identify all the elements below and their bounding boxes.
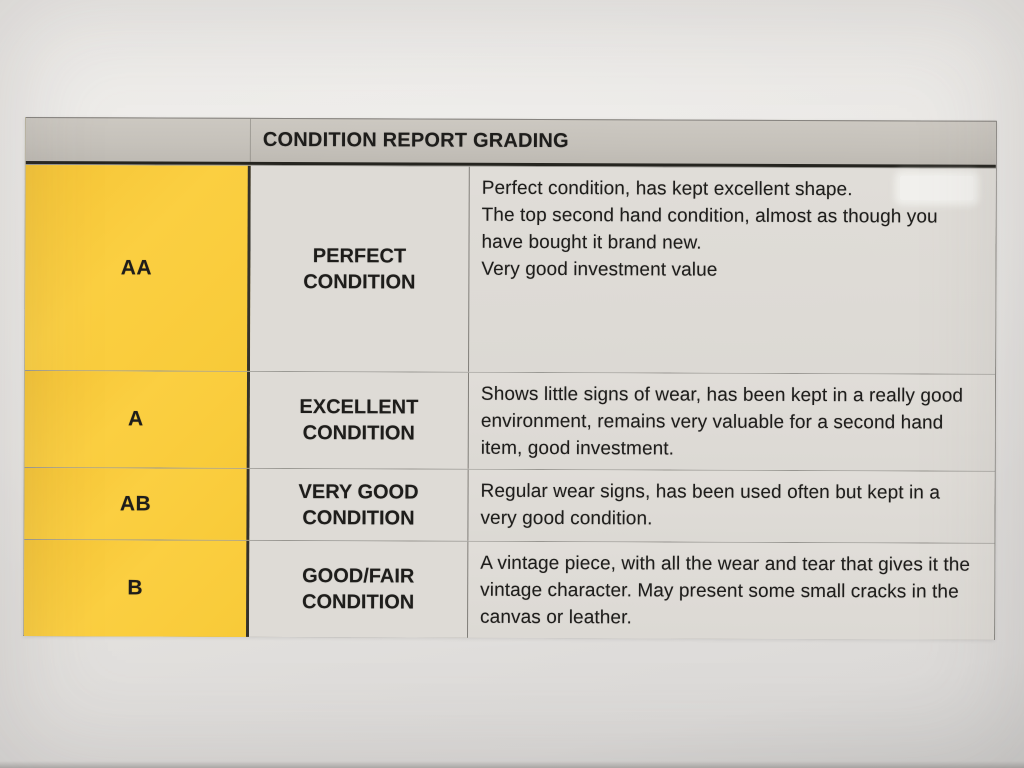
description-paragraph: Very good investment value [481, 258, 718, 281]
table-title: CONDITION REPORT GRADING [262, 128, 569, 153]
grade-description-cell [467, 542, 994, 640]
grade-code: A [127, 407, 144, 431]
grade-name-line: VERY GOOD [298, 480, 419, 504]
grade-code: AB [119, 491, 152, 515]
grade-code: AA [120, 255, 153, 279]
table-row-aa [25, 164, 996, 374]
grade-code-cell [25, 371, 250, 468]
grade-name-line: CONDITION [301, 591, 415, 614]
table-header-row [26, 117, 996, 168]
grade-name-line: CONDITION [302, 422, 415, 445]
description-paragraph: Perfect condition, has kept excellent shape. [481, 177, 853, 201]
condition-grading-table [23, 117, 997, 640]
grade-code: B [127, 576, 144, 600]
whiteout-correction-mark [900, 175, 974, 200]
grade-name-line: PERFECT [312, 244, 407, 267]
grade-code-cell [24, 468, 249, 540]
grade-name-cell [250, 372, 468, 469]
grade-description-cell [468, 167, 996, 374]
description-paragraph: A vintage piece, with all the wear and tear that gives it the vintage character. May present some small cracks in the canvas or leather. [480, 552, 971, 629]
table-row-b [24, 539, 994, 640]
header-title-cell [251, 119, 996, 165]
grade-code-cell [25, 165, 251, 371]
table-row-a [25, 370, 995, 471]
grade-description-cell [467, 470, 994, 543]
header-empty-cell [26, 118, 251, 162]
grade-name-cell [250, 166, 469, 372]
description-paragraph: Shows little signs of wear, has been kept in a really good environment, remains very valuable for a second hand item, good investment. [480, 383, 964, 460]
grade-name-cell [249, 469, 467, 541]
grade-code-cell [24, 540, 249, 637]
grade-name-line: EXCELLENT [299, 396, 419, 419]
grade-name-line: CONDITION [303, 270, 416, 294]
grade-name-line: GOOD/FAIR [302, 565, 415, 588]
grade-description-cell [468, 373, 995, 471]
grade-name-line: CONDITION [302, 506, 415, 529]
paper-bottom-edge [0, 761, 1024, 768]
description-paragraph: The top second hand condition, almost as though you have bought it brand new. [481, 204, 938, 254]
grade-name-cell [249, 541, 467, 638]
description-paragraph: Regular wear signs, has been used often but kept in a very good condition. [480, 480, 941, 530]
table-row-ab [24, 467, 994, 543]
